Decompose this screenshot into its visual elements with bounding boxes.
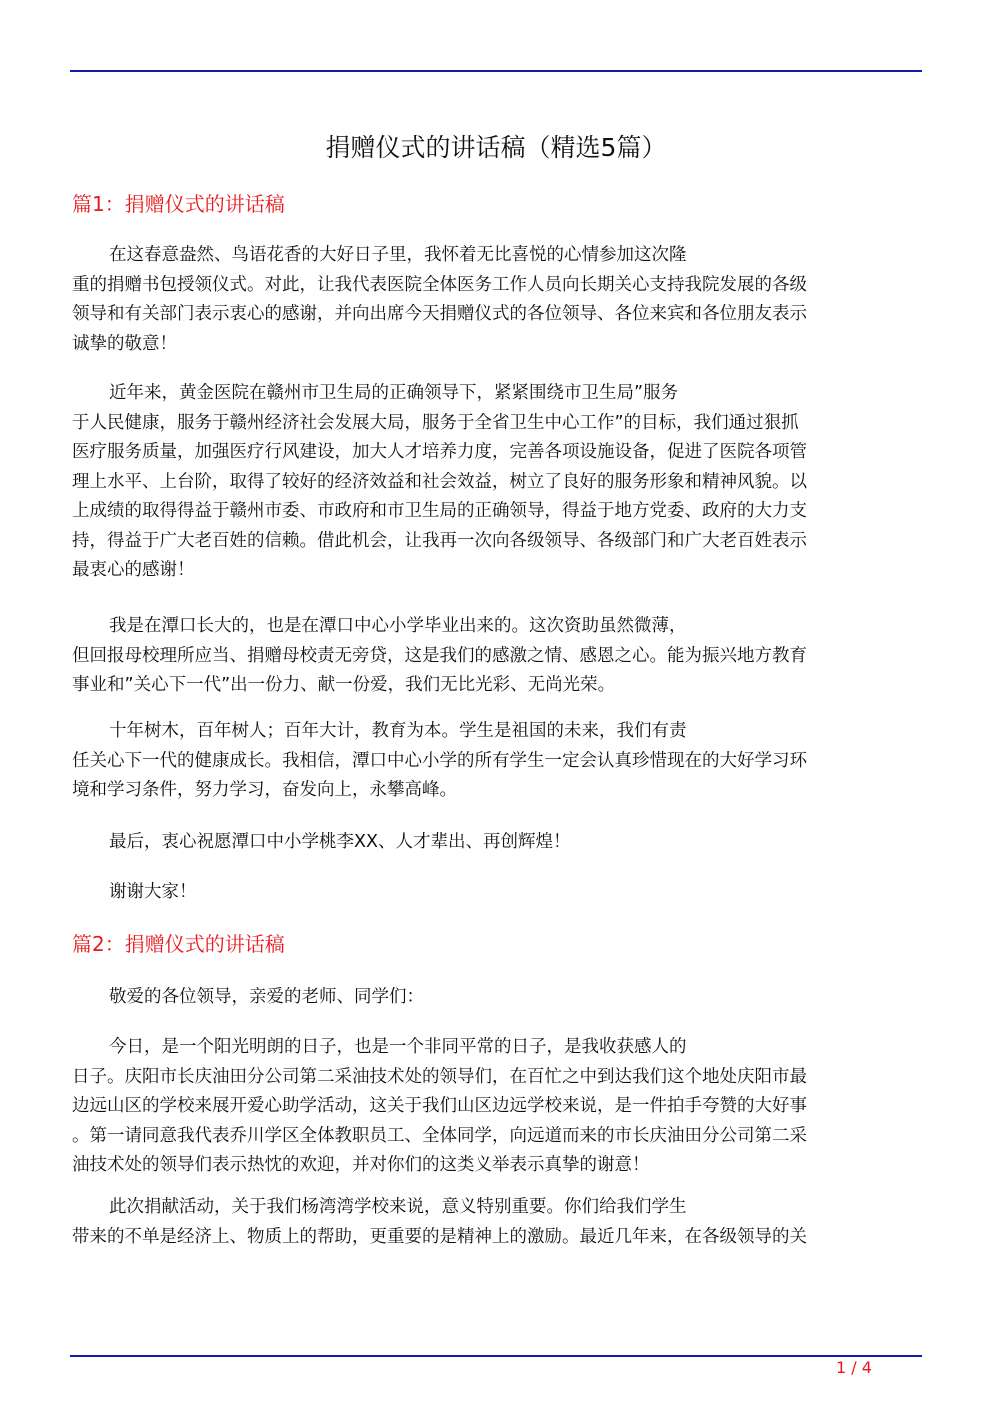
page-number: 1 / 4 <box>836 1358 872 1377</box>
paragraph-line: 于人民健康，服务于赣州经济社会发展大局，服务于全省卫生中心工作”的目标，我们通过狠抓 <box>72 412 799 433</box>
paragraph-line: 油技术处的领导们表示热忱的欢迎，并对你们的这类义举表示真挚的谢意！ <box>72 1155 650 1175</box>
paragraph <box>72 878 914 908</box>
paragraph <box>72 1033 914 1181</box>
paragraph-line: 敬爱的各位领导，亲爱的老师、同学们： <box>109 987 424 1007</box>
paragraph <box>72 983 914 1013</box>
paragraph <box>72 717 914 806</box>
paragraph-line: 持，得益于广大老百姓的信赖。借此机会，让我再一次向各级领导、各级部门和广大老百姓表示 <box>72 530 807 551</box>
paragraph-line: 十年树木，百年树人；百年大计，教育为本。学生是祖国的未来，我们有责 <box>109 721 687 741</box>
section-heading: 篇1：捐赠仪式的讲话稿 <box>72 192 285 216</box>
paragraph-line: 今日，是一个阳光明朗的日子，也是一个非同平常的日子，是我收获感人的 <box>109 1037 687 1057</box>
paragraph <box>72 828 914 858</box>
paragraph-line: 理上水平、上台阶，取得了较好的经济效益和社会效益，树立了良好的服务形象和精神风貌。以 <box>72 471 807 492</box>
section-heading: 篇2：捐赠仪式的讲话稿 <box>72 932 285 956</box>
paragraph-line: 上成绩的取得得益于赣州市委、市政府和市卫生局的正确领导，得益于地方党委、政府的大力支 <box>72 501 807 521</box>
paragraph-line: 近年来，黄金医院在赣州市卫生局的正确领导下，紧紧围绕市卫生局”服务 <box>109 383 679 403</box>
paragraph-line: 边远山区的学校来展开爱心助学活动，这关于我们山区边远学校来说，是一件拍手夸赞的大好事 <box>72 1096 807 1116</box>
paragraph <box>72 379 914 586</box>
paragraph-line: 任关心下一代的健康成长。我相信，潭口中心小学的所有学生一定会认真珍惜现在的大好学习环 <box>72 750 807 771</box>
paragraph <box>72 241 914 359</box>
paragraph-line: 在这春意盎然、鸟语花香的大好日子里，我怀着无比喜悦的心情参加这次隆 <box>109 245 687 265</box>
paragraph <box>72 612 914 701</box>
paragraph-line: 带来的不单是经济上、物质上的帮助，更重要的是精神上的激励。最近几年来，在各级领导的关 <box>72 1226 807 1247</box>
paragraph-line: 诚挚的敬意！ <box>72 333 177 354</box>
header-rule <box>70 70 922 72</box>
paragraph-line: 重的捐赠书包授领仪式。对此，让我代表医院全体医务工作人员向长期关心支持我院发展的各级 <box>72 274 807 295</box>
paragraph-line: 。第一请同意我代表乔川学区全体教职员工、全体同学，向远道而来的市长庆油田分公司第二采 <box>72 1125 807 1146</box>
paragraph-line: 事业和”关心下一代”出一份力、献一份爱，我们无比光彩、无尚光荣。 <box>72 675 616 695</box>
paragraph-line: 最衷心的感谢！ <box>72 560 195 580</box>
paragraph-line: 谢谢大家！ <box>109 882 197 902</box>
paragraph-line: 境和学习条件，努力学习，奋发向上，永攀高峰。 <box>72 780 457 800</box>
paragraph-line: 但回报母校理所应当、捐赠母校责无旁贷，这是我们的感激之情、感恩之心。能为振兴地方教育 <box>72 645 807 666</box>
paragraph-line: 日子。庆阳市长庆油田分公司第二采油技术处的领导们，在百忙之中到达我们这个地处庆阳市最 <box>72 1066 807 1087</box>
document-title: 捐赠仪式的讲话稿（精选5篇） <box>325 133 667 162</box>
paragraph <box>72 1193 914 1252</box>
paragraph-line: 我是在潭口长大的，也是在潭口中心小学毕业出来的。这次资助虽然微薄， <box>109 616 687 636</box>
paragraph-line: 最后，衷心祝愿潭口中小学桃李XX、人才辈出、再创辉煌！ <box>109 832 571 852</box>
paragraph-line: 医疗服务质量，加强医疗行风建设，加大人才培养力度，完善各项设施设备，促进了医院各项管 <box>72 442 807 462</box>
paragraph-line: 此次捐献活动，关于我们杨湾湾学校来说，意义特别重要。你们给我们学生 <box>109 1197 687 1217</box>
footer-rule <box>70 1355 922 1357</box>
paragraph-line: 领导和有关部门表示衷心的感谢，并向出席今天捐赠仪式的各位领导、各位来宾和各位朋友表示 <box>72 304 807 324</box>
